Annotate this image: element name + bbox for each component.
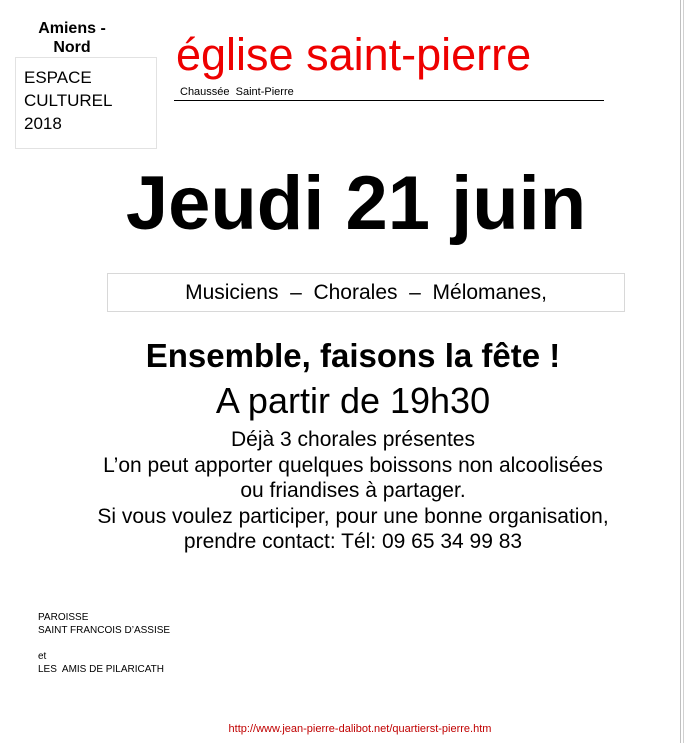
- detail-line: L’on peut apporter quelques boissons non alcoolisées: [103, 453, 603, 477]
- organizer-line: [38, 637, 170, 650]
- event-start-time: A partir de 19h30: [215, 380, 491, 421]
- organizer-line: LES AMIS DE PILARICATH: [38, 664, 164, 675]
- espace-line: CULTUREL: [24, 91, 113, 110]
- espace-line: ESPACE: [24, 68, 92, 87]
- event-date: Jeudi 21 juin: [125, 161, 587, 246]
- location-line: Amiens -: [38, 20, 106, 37]
- detail-line: Déjà 3 chorales présentes: [231, 428, 475, 451]
- footer-url-link[interactable]: http://www.jean-pierre-dalibot.net/quartierst-pierre.htm: [228, 723, 492, 735]
- organizer-line: SAINT FRANCOIS D’ASSISE: [38, 625, 171, 636]
- organizer-line: et: [38, 651, 47, 662]
- church-title: église saint-pierre: [176, 29, 532, 80]
- detail-line: Si vous voulez participer, pour une bonne organisation,: [97, 504, 609, 528]
- audience-text: Musiciens – Chorales – Mélomanes,: [185, 281, 547, 304]
- location-label: [16, 19, 128, 57]
- detail-line: ou friandises à partager.: [240, 479, 466, 502]
- event-headline: Ensemble, faisons la fête !: [145, 337, 561, 374]
- organizers: [38, 611, 170, 676]
- event-details: [0, 427, 684, 555]
- title-underline: [174, 100, 604, 101]
- location-line: Nord: [53, 39, 91, 56]
- espace-line: 2018: [24, 114, 62, 133]
- church-address: Chaussée Saint-Pierre: [180, 86, 294, 98]
- organizer-line: PAROISSE: [38, 612, 89, 623]
- espace-culturel-label: [24, 66, 154, 135]
- detail-line: prendre contact: Tél: 09 65 34 99 83: [183, 530, 523, 553]
